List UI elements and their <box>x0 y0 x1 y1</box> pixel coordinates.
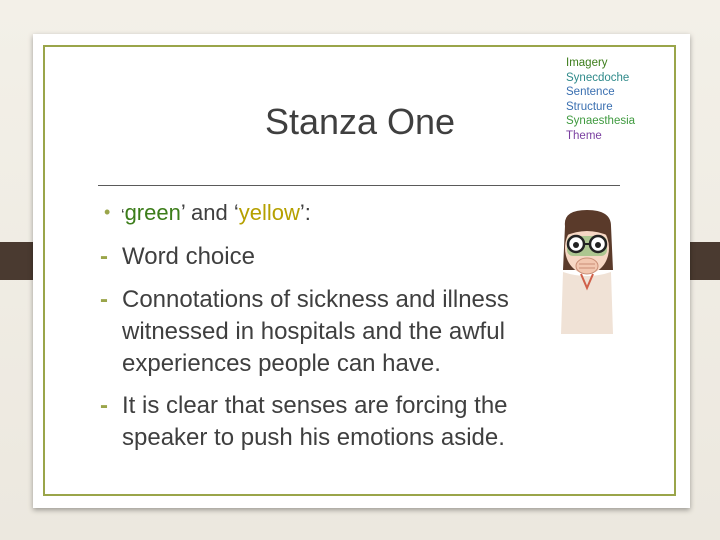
dash-icon: - <box>100 286 108 313</box>
main-bullet-text <box>121 200 311 226</box>
close-quote: ’ <box>180 200 185 225</box>
close-quote-2: ’: <box>299 200 311 225</box>
subpoint-text: Word choice <box>122 243 255 270</box>
open-quote-2: ‘ <box>233 200 239 225</box>
cartoon-girl-covering-mouth-icon <box>557 208 617 334</box>
dash-icon: - <box>100 392 108 419</box>
legend-item-imagery: Imagery <box>566 57 608 69</box>
legend-item-structure: Structure <box>566 100 613 113</box>
conjunction: and <box>184 200 234 225</box>
subpoint-text: Connotations of sickness and illness witnessed in hospitals and the awful experiences people can have. <box>122 286 509 377</box>
legend-item-synaesthesia: Synaesthesia <box>566 115 636 128</box>
dash-icon: - <box>100 243 108 270</box>
legend-item-theme: Theme <box>566 129 602 142</box>
bullet-dot-icon: • <box>104 202 111 222</box>
open-quote: ‘ <box>121 207 125 224</box>
subpoint-text: It is clear that senses are forcing the speaker to push his emotions aside. <box>122 392 508 451</box>
title-divider <box>98 185 620 186</box>
technique-legend <box>566 56 635 144</box>
word-yellow: yellow <box>238 200 300 225</box>
legend-item-sentence: Sentence <box>566 86 615 99</box>
word-green: green <box>124 200 181 225</box>
slide-title: Stanza One <box>264 101 456 142</box>
legend-item-synecdoche: Synecdoche <box>566 71 630 84</box>
